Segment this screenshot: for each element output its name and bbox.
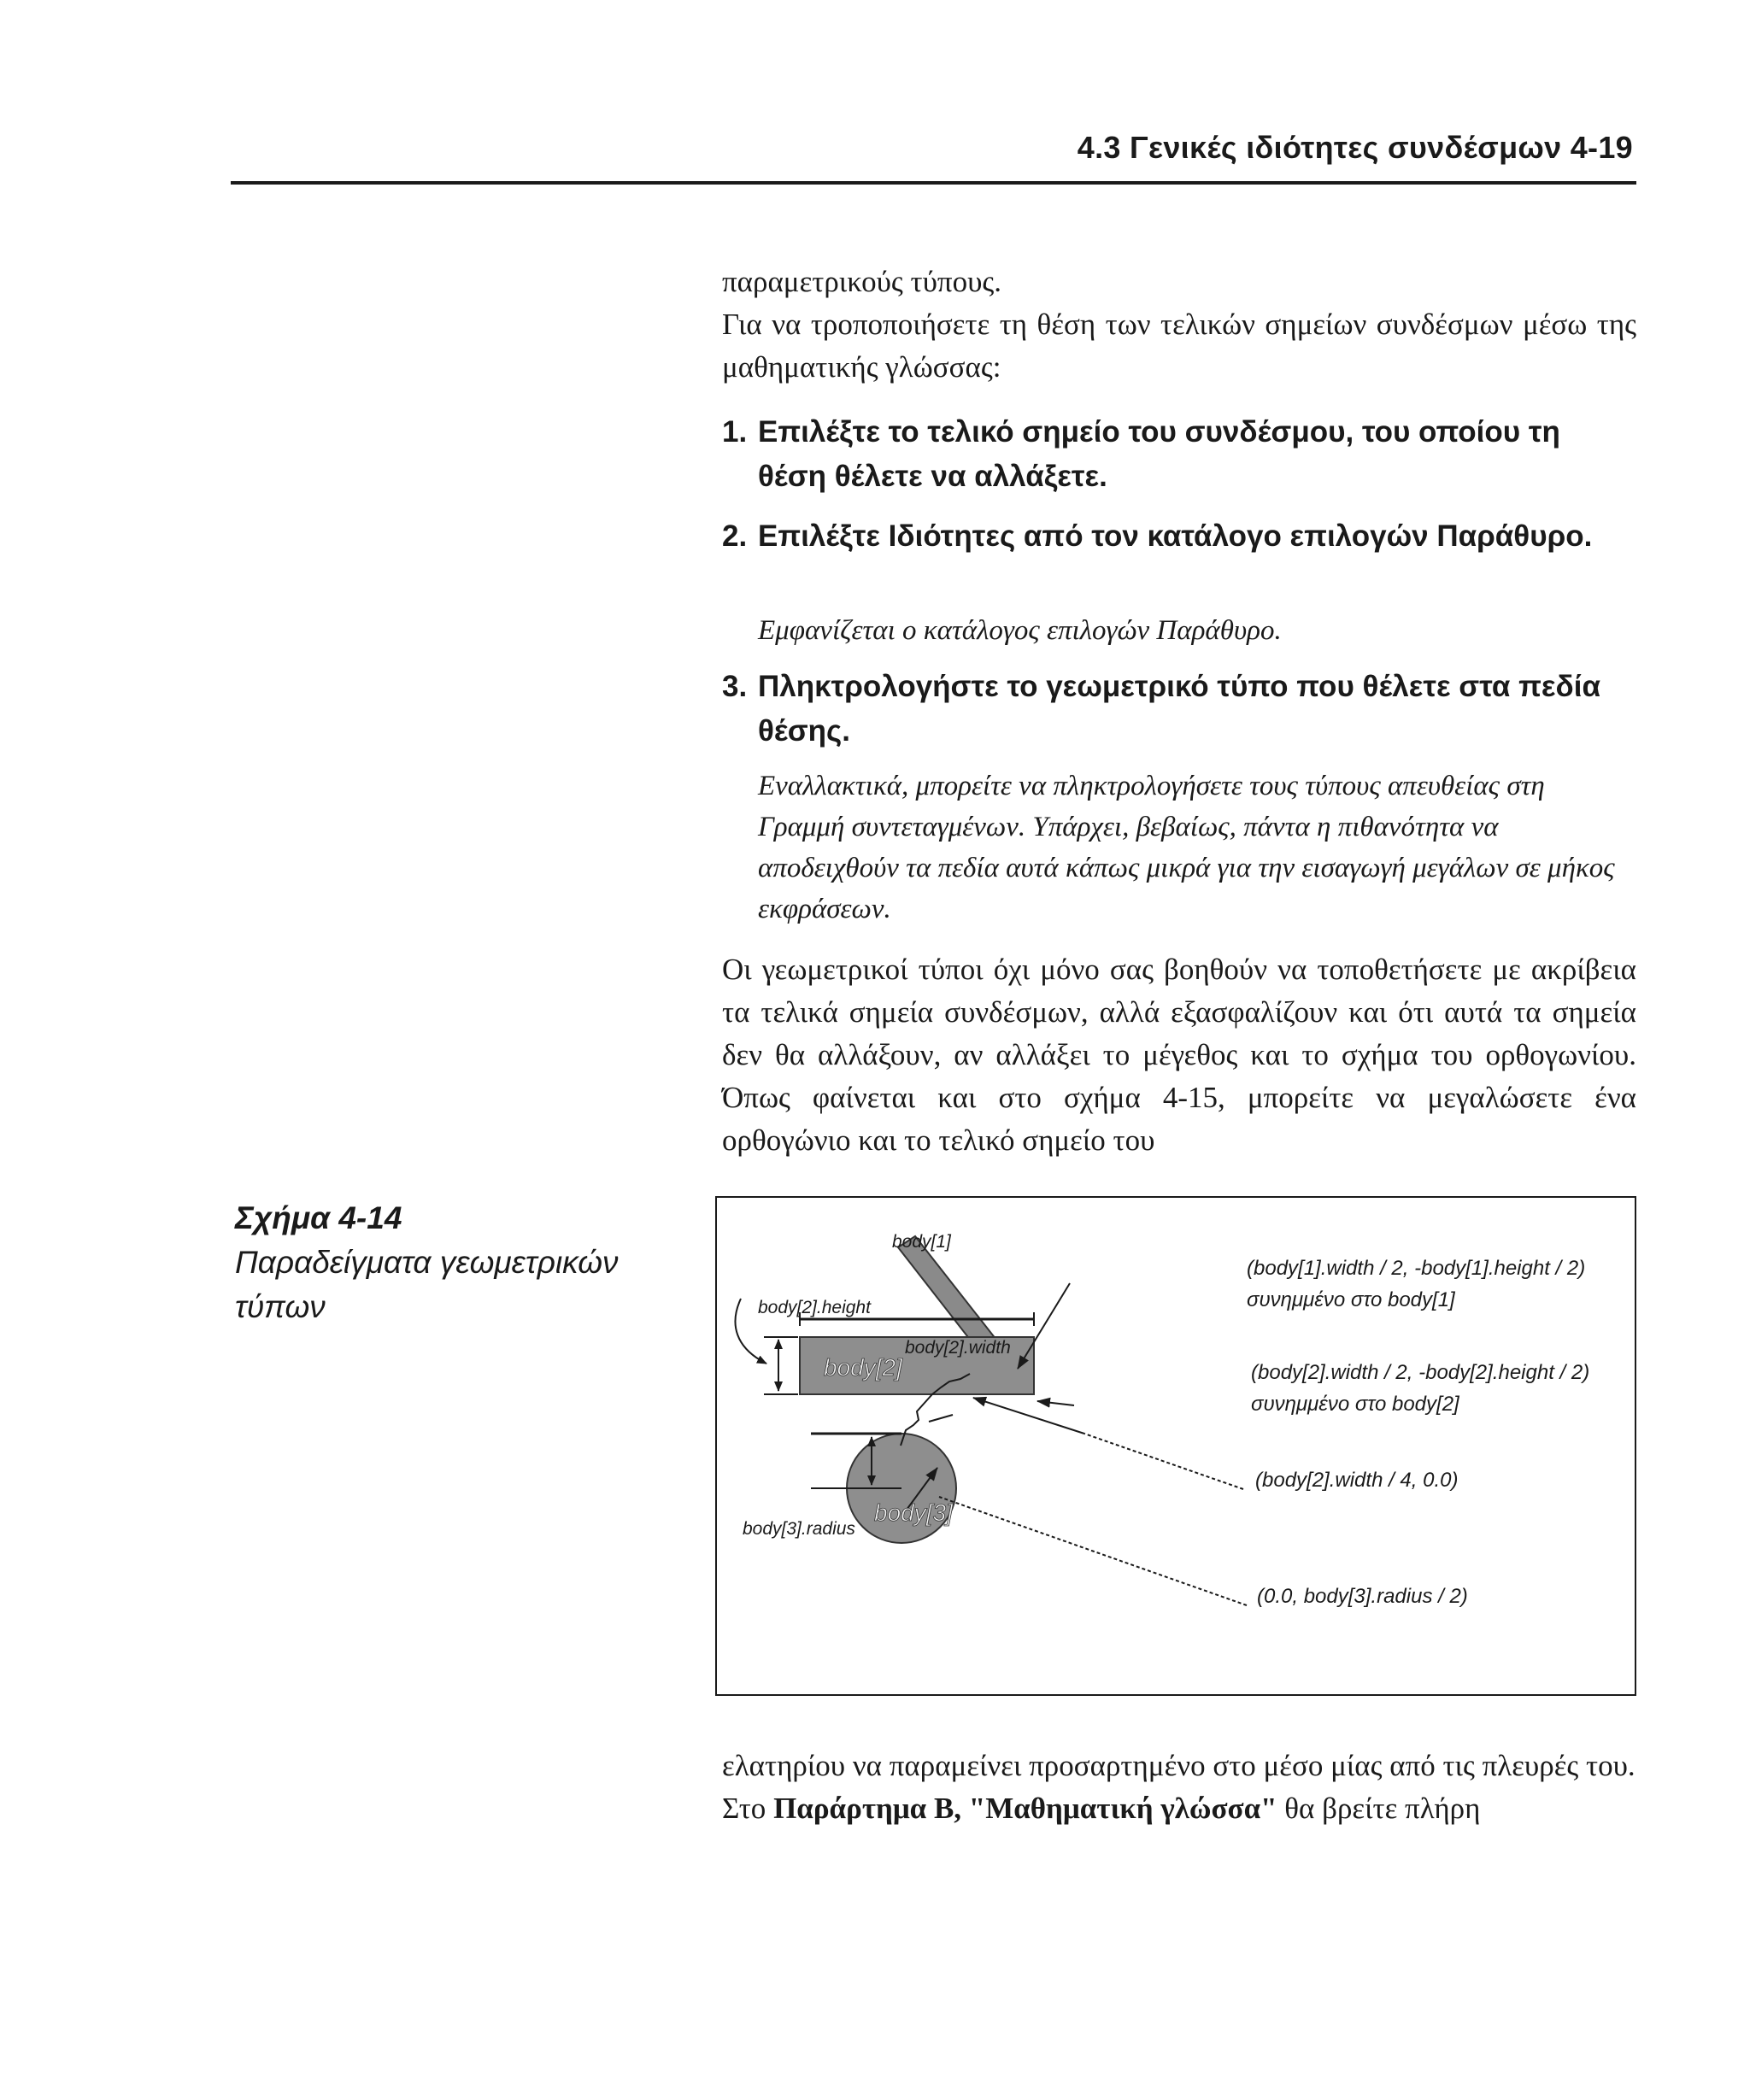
label-body2-width: body[2].width [905, 1338, 1011, 1358]
label-body2-height: body[2].height [758, 1298, 871, 1317]
figure-caption [235, 1196, 679, 1329]
closing-text [722, 1745, 1636, 1830]
step-3-note: Εναλλακτικά, μπορείτε να πληκτρολογήσετε τους τύπους απευθείας στη Γραμμή συντεταγμένων. Υπάρχει, βεβαίως, πάντα η πιθανότητα να αποδειχθούν τα πεδία αυτά κάπως μικρά για την εισαγωγή μεγάλων σε μήκος εκφράσεων. [758, 771, 1615, 924]
label-body2-shape: body[2] [824, 1354, 902, 1381]
appendix-reference: Παράρτημα Β, "Μαθηματική γλώσσα" [773, 1792, 1277, 1825]
step-1-number: 1. [722, 415, 748, 449]
step-2-number: 2. [722, 519, 748, 553]
step-3-text: Πληκτρολογήστε το γεωμετρικό τύπο που θέλετε στα πεδία θέσης. [758, 670, 1600, 748]
intro-line-2: Για να τροποποιήσετε τη θέση των τελικών σημείων συνδέσμων μέσω της μαθηματικής γλώσσας: [722, 308, 1636, 384]
formula-1-line-1: (body[1].width / 2, -body[1].height / 2) [1247, 1257, 1586, 1280]
leader-formula-4 [939, 1497, 1247, 1605]
formula-4: (0.0, body[3].radius / 2) [1257, 1585, 1468, 1608]
figure-caption-text: Παραδείγματα γεωμετρικών τύπων [235, 1245, 619, 1324]
step-2-note: Εμφανίζεται ο κατάλογος επιλογών Παράθυρο. [758, 615, 1282, 646]
running-header-title: 4.3 Γενικές ιδιότητες συνδέσμων 4-19 [1077, 130, 1633, 165]
page-header [231, 128, 1636, 185]
label-body3-shape: body[3] [874, 1499, 953, 1526]
formula-3: (body[2].width / 4, 0.0) [1255, 1469, 1459, 1492]
intro-text [722, 261, 1636, 389]
label-body3-radius: body[3].radius [743, 1519, 855, 1539]
figure-caption-title: Σχήμα 4-14 [235, 1200, 402, 1235]
intro-line-1: παραμετρικούς τύπους. [722, 265, 1002, 298]
body-paragraph: Οι γεωμετρικοί τύποι όχι μόνο σας βοηθούν να τοποθετήσετε με ακρίβεια τα τελικά σημεία συνδέσμων, αλλά εξασφαλίζουν και ότι αυτά τα σημεία δεν θα αλλάξουν, αν αλλάξει το μέγεθος και το σχήμα του ορθογωνίου. Όπως φαίνεται και στο σχήμα 4-15, μπορείτε να μεγαλώσετε ένα ορθογώνιο και το τελικό σημείο του [722, 953, 1636, 1157]
closing-p2-before: Στο [722, 1792, 774, 1825]
formula-2-line-1: (body[2].width / 2, -body[2].height / 2) [1251, 1361, 1590, 1384]
label-body1: body[1] [892, 1232, 951, 1252]
formula-2-line-2: συνημμένο στο body[2] [1251, 1393, 1459, 1416]
step-3-number: 3. [722, 670, 748, 703]
closing-p2-after: θα βρείτε πλήρη [1277, 1792, 1481, 1825]
step-1-text: Επιλέξτε το τελικό σημείο του συνδέσμου, του οποίου τη θέση θέλετε να αλλάξετε. [758, 415, 1560, 493]
leader-formula-3 [1084, 1434, 1243, 1489]
formula-1-line-2: συνημμένο στο body[1] [1247, 1288, 1455, 1311]
leader-formula-2 [1037, 1401, 1074, 1405]
step-2-text: Επιλέξτε Ιδιότητες από τον κατάλογο επιλογών Παράθυρο. [758, 519, 1593, 553]
figure-geometric-formulas [715, 1196, 1636, 1696]
body-paragraph-block [722, 948, 1636, 1162]
closing-line-1: ελατηρίου να παραμείνει προσαρτημένο στο μέσο μίας από τις πλευρές του. [722, 1749, 1635, 1782]
figure-diagram [717, 1198, 1638, 1698]
closing-line-2 [722, 1787, 1636, 1830]
leader-formula-1 [1018, 1283, 1070, 1369]
